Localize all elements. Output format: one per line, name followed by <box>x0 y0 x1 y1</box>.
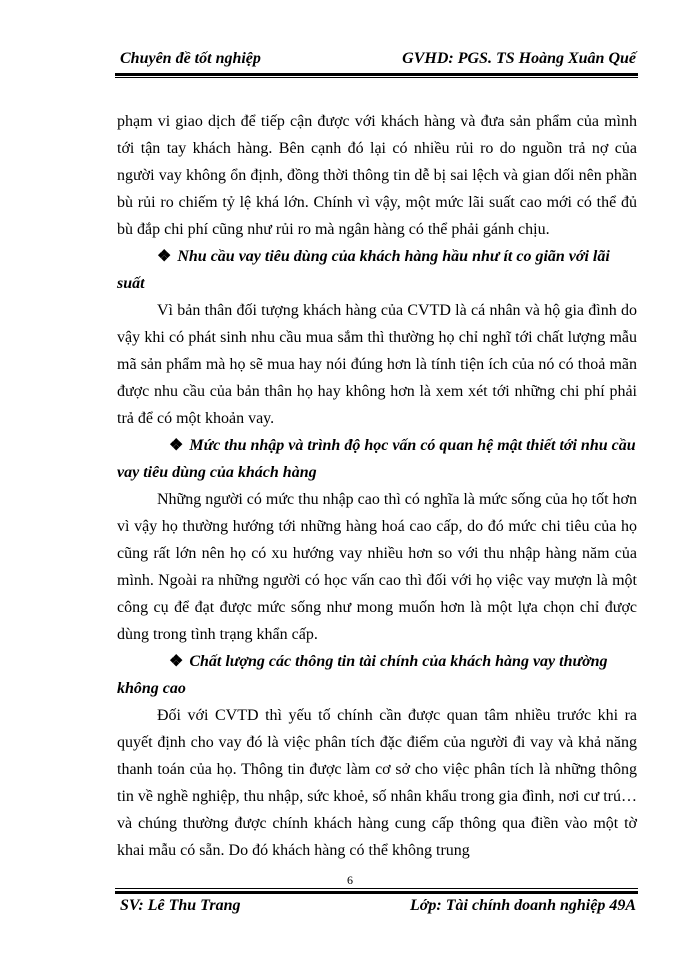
footer-left-text: SV: Lê Thu Trang <box>120 897 241 914</box>
page-header <box>120 46 636 74</box>
diamond-bullet-icon: ❖ <box>169 437 184 454</box>
section-heading-2-text: Mức thu nhập và trình độ học vấn có quan hệ mật thiết tới nhu cầu vay tiêu dùng của khách hàng <box>117 437 636 481</box>
header-right-text: GVHD: PGS. TS Hoàng Xuân Quế <box>402 50 636 67</box>
header-rule-thick <box>115 73 638 79</box>
section-heading-3 <box>117 648 637 702</box>
paragraph-3: Những người có mức thu nhập cao thì có nghĩa là mức sống của họ tốt hơn vì vậy họ thường hướng tới những hàng hoá cao cấp, do đó mức chi tiêu của họ cũng rất lớn nên họ có xu hướng vay nhiều hơn so với thu nhập hàng năm của mình. Ngoài ra những người có học vấn cao thì đối với họ việc vay mượn là một công cụ để đạt được mức sống như mong muốn hơn là một lựa chọn chỉ được dùng trong tình trạng khẩn cấp. <box>117 491 637 643</box>
section-heading-2 <box>117 432 637 486</box>
section-heading-1-text: Nhu cầu vay tiêu dùng của khách hàng hầu như ít co giãn với lãi suất <box>117 248 610 292</box>
diamond-bullet-icon: ❖ <box>169 653 184 670</box>
diamond-bullet-icon: ❖ <box>157 248 172 265</box>
header-rule-thin <box>115 77 638 78</box>
footer-rule-thin <box>115 888 638 889</box>
document-body <box>117 108 637 864</box>
page-number: 6 <box>347 873 353 887</box>
paragraph-1: phạm vi giao dịch để tiếp cận được với khách hàng và đưa sản phẩm của mình tới tận tay khách hàng. Bên cạnh đó lại có nhiều rủi ro do nguồn trả nợ của người vay không ổn định, đồng thời thông tin dễ bị sai lệch và gian dối nên phần bù rủi ro chiếm tỷ lệ khá lớn. Chính vì vậy, một mức lãi suất cao mới có thể đủ bù đắp chi phí cũng như rủi ro mà ngân hàng có thể phải gánh chịu. <box>117 113 637 238</box>
paragraph-2: Vì bản thân đối tượng khách hàng của CVTD là cá nhân và hộ gia đình do vậy khi có phát sinh nhu cầu mua sắm thì thường họ chỉ nghĩ tới chất lượng mẫu mã sản phẩm mà họ sẽ mua hay nói đúng hơn là tính tiện ích của nó có thoả mãn được nhu cầu của bản thân họ hay không hơn là xem xét tới những chi phí phải trả để có một khoản vay. <box>117 302 637 427</box>
footer-right-text: Lớp: Tài chính doanh nghiệp 49A <box>410 897 636 914</box>
header-left-text: Chuyên đề tốt nghiệp <box>120 50 261 67</box>
section-heading-1 <box>117 243 637 297</box>
page-footer <box>120 897 636 921</box>
section-heading-3-text: Chất lượng các thông tin tài chính của khách hàng vay thường không cao <box>117 653 608 697</box>
paragraph-4: Đối với CVTD thì yếu tố chính cần được quan tâm nhiều trước khi ra quyết định cho vay đó là việc phân tích đặc điểm của người đi vay và khả năng thanh toán của họ. Thông tin được làm cơ sở cho việc phân tích là những thông tin về nghề nghiệp, thu nhập, sức khoẻ, số nhân khẩu trong gia đình, nơi cư trú…và chúng thường được chính khách hàng cung cấp thông qua điền vào một tờ khai mẫu có sẵn. Do đó khách hàng có thể không trung <box>117 707 637 859</box>
footer-rule-thick <box>115 891 638 894</box>
